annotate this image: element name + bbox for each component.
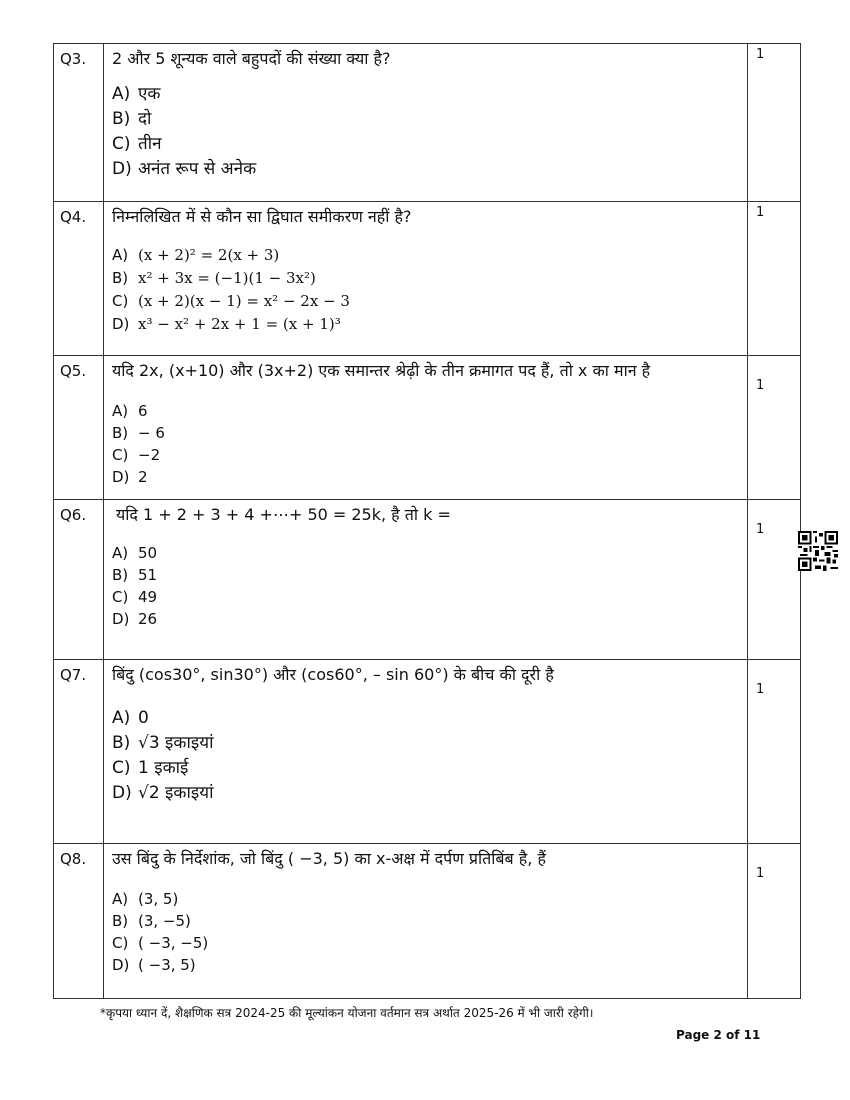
question-text: उस बिंदु के निर्देशांक, जो बिंदु ( −3, 5) का x-अक्ष में दर्पण प्रतिबिंब है, हैं (112, 849, 546, 868)
option-label: D) (112, 315, 130, 333)
option-label: D) (112, 468, 130, 486)
page-prefix: Page (676, 1028, 714, 1042)
option-label: C) (112, 292, 129, 310)
option-label: A) (112, 544, 129, 562)
option (112, 290, 739, 313)
option (112, 932, 739, 954)
footnote: *कृपया ध्यान दें, शैक्षणिक सत्र 2024-25 की मूल्यांकन योजना वर्तमान सत्र अर्थात 2025-26 में भी जारी रहेगी। (100, 1006, 594, 1020)
option-text: एक (138, 84, 161, 104)
marks-value: 1 (756, 205, 765, 220)
option (112, 267, 739, 290)
marks-cell (748, 500, 801, 660)
question-body (104, 44, 748, 202)
option-text: तीन (138, 134, 162, 154)
question-body (104, 356, 748, 500)
question-number: Q5. (54, 356, 104, 500)
question-number: Q3. (54, 44, 104, 202)
option-label: C) (112, 758, 131, 778)
option-label: B) (112, 912, 129, 930)
question-body (104, 844, 748, 999)
question-number: Q8. (54, 844, 104, 999)
question-text: यदि 1 + 2 + 3 + 4 +⋯+ 50 = 25k, है तो k = (116, 505, 451, 524)
question-number: Q4. (54, 202, 104, 356)
question-text: 2 और 5 शून्यक वाले बहुपदों की संख्या क्या है? (112, 49, 391, 68)
marks-value: 1 (756, 682, 765, 697)
option-text: ( −3, −5) (138, 934, 209, 952)
option (112, 586, 739, 608)
option-label: D) (112, 610, 130, 628)
option-label: A) (112, 402, 129, 420)
option-label: A) (112, 890, 129, 908)
option (112, 706, 739, 731)
option-text: अनंत रूप से अनेक (138, 159, 257, 179)
option (112, 82, 739, 107)
option-label: D) (112, 159, 132, 179)
question-row (54, 356, 801, 500)
option-text: दो (138, 109, 152, 129)
option-text: (x + 2)(x − 1) = x² − 2x − 3 (138, 292, 350, 310)
option-text: √2 इकाइयां (138, 783, 214, 803)
question-number: Q7. (54, 660, 104, 844)
option-text: (3, −5) (138, 912, 191, 930)
option-text: 26 (138, 610, 158, 628)
question-row (54, 660, 801, 844)
option (112, 781, 739, 806)
question-row (54, 202, 801, 356)
option-text: − 6 (138, 424, 165, 442)
option (112, 466, 739, 488)
option-text: x² + 3x = (−1)(1 − 3x²) (138, 269, 316, 287)
option (112, 107, 739, 132)
option (112, 132, 739, 157)
option (112, 542, 739, 564)
option-text: 50 (138, 544, 158, 562)
option (112, 400, 739, 422)
options-list (112, 82, 739, 182)
option-label: B) (112, 566, 129, 584)
marks-cell (748, 660, 801, 844)
question-table (53, 43, 801, 999)
question-text: निम्नलिखित में से कौन सा द्विघात समीकरण नहीं है? (112, 207, 412, 226)
option-label: A) (112, 708, 131, 728)
options-list (112, 400, 739, 488)
page-sep: of (721, 1028, 744, 1042)
qr-code-icon (798, 531, 838, 571)
page-number (676, 1028, 760, 1042)
option-label: C) (112, 934, 129, 952)
marks-cell (748, 44, 801, 202)
option-text: √3 इकाइयां (138, 733, 214, 753)
option-text: 51 (138, 566, 158, 584)
option (112, 756, 739, 781)
option (112, 910, 739, 932)
option-label: D) (112, 783, 132, 803)
question-row (54, 44, 801, 202)
option (112, 157, 739, 182)
marks-value: 1 (756, 866, 765, 881)
option-text: 49 (138, 588, 158, 606)
page-current: 2 (713, 1028, 722, 1042)
options-list (112, 888, 739, 976)
option-label: A) (112, 246, 129, 264)
options-list (112, 542, 739, 630)
page-total: 11 (743, 1028, 761, 1042)
option (112, 244, 739, 267)
option-label: B) (112, 733, 131, 753)
option-label: B) (112, 109, 131, 129)
option-text: −2 (138, 446, 161, 464)
option-text: 0 (138, 708, 149, 728)
option-text: ( −3, 5) (138, 956, 196, 974)
option-label: A) (112, 84, 131, 104)
option-text: (x + 2)² = 2(x + 3) (138, 246, 280, 264)
option-label: C) (112, 446, 129, 464)
option (112, 731, 739, 756)
question-body (104, 202, 748, 356)
question-row (54, 844, 801, 999)
marks-cell (748, 844, 801, 999)
question-body (104, 660, 748, 844)
marks-cell (748, 202, 801, 356)
question-text: बिंदु (cos30°, sin30°) और (cos60°, – sin 60°) के बीच की दूरी है (112, 665, 554, 684)
marks-value: 1 (756, 378, 765, 393)
option (112, 313, 739, 336)
option-text: 2 (138, 468, 148, 486)
options-list (112, 706, 739, 806)
option-label: C) (112, 134, 131, 154)
option-label: B) (112, 269, 129, 287)
option-text: 1 इकाई (138, 758, 189, 778)
option-label: D) (112, 956, 130, 974)
option (112, 888, 739, 910)
option (112, 444, 739, 466)
option (112, 954, 739, 976)
marks-cell (748, 356, 801, 500)
option (112, 422, 739, 444)
option (112, 564, 739, 586)
option-text: 6 (138, 402, 148, 420)
options-list (112, 244, 739, 336)
marks-value: 1 (756, 522, 765, 537)
option-label: C) (112, 588, 129, 606)
option-label: B) (112, 424, 129, 442)
option-text: x³ − x² + 2x + 1 = (x + 1)³ (138, 315, 341, 333)
option (112, 608, 739, 630)
question-body (104, 500, 748, 660)
question-number: Q6. (54, 500, 104, 660)
marks-value: 1 (756, 47, 765, 62)
question-row (54, 500, 801, 660)
question-text: यदि 2x, (x+10) और (3x+2) एक समान्तर श्रेढ़ी के तीन क्रमागत पद हैं, तो x का मान है (112, 361, 651, 380)
option-text: (3, 5) (138, 890, 179, 908)
